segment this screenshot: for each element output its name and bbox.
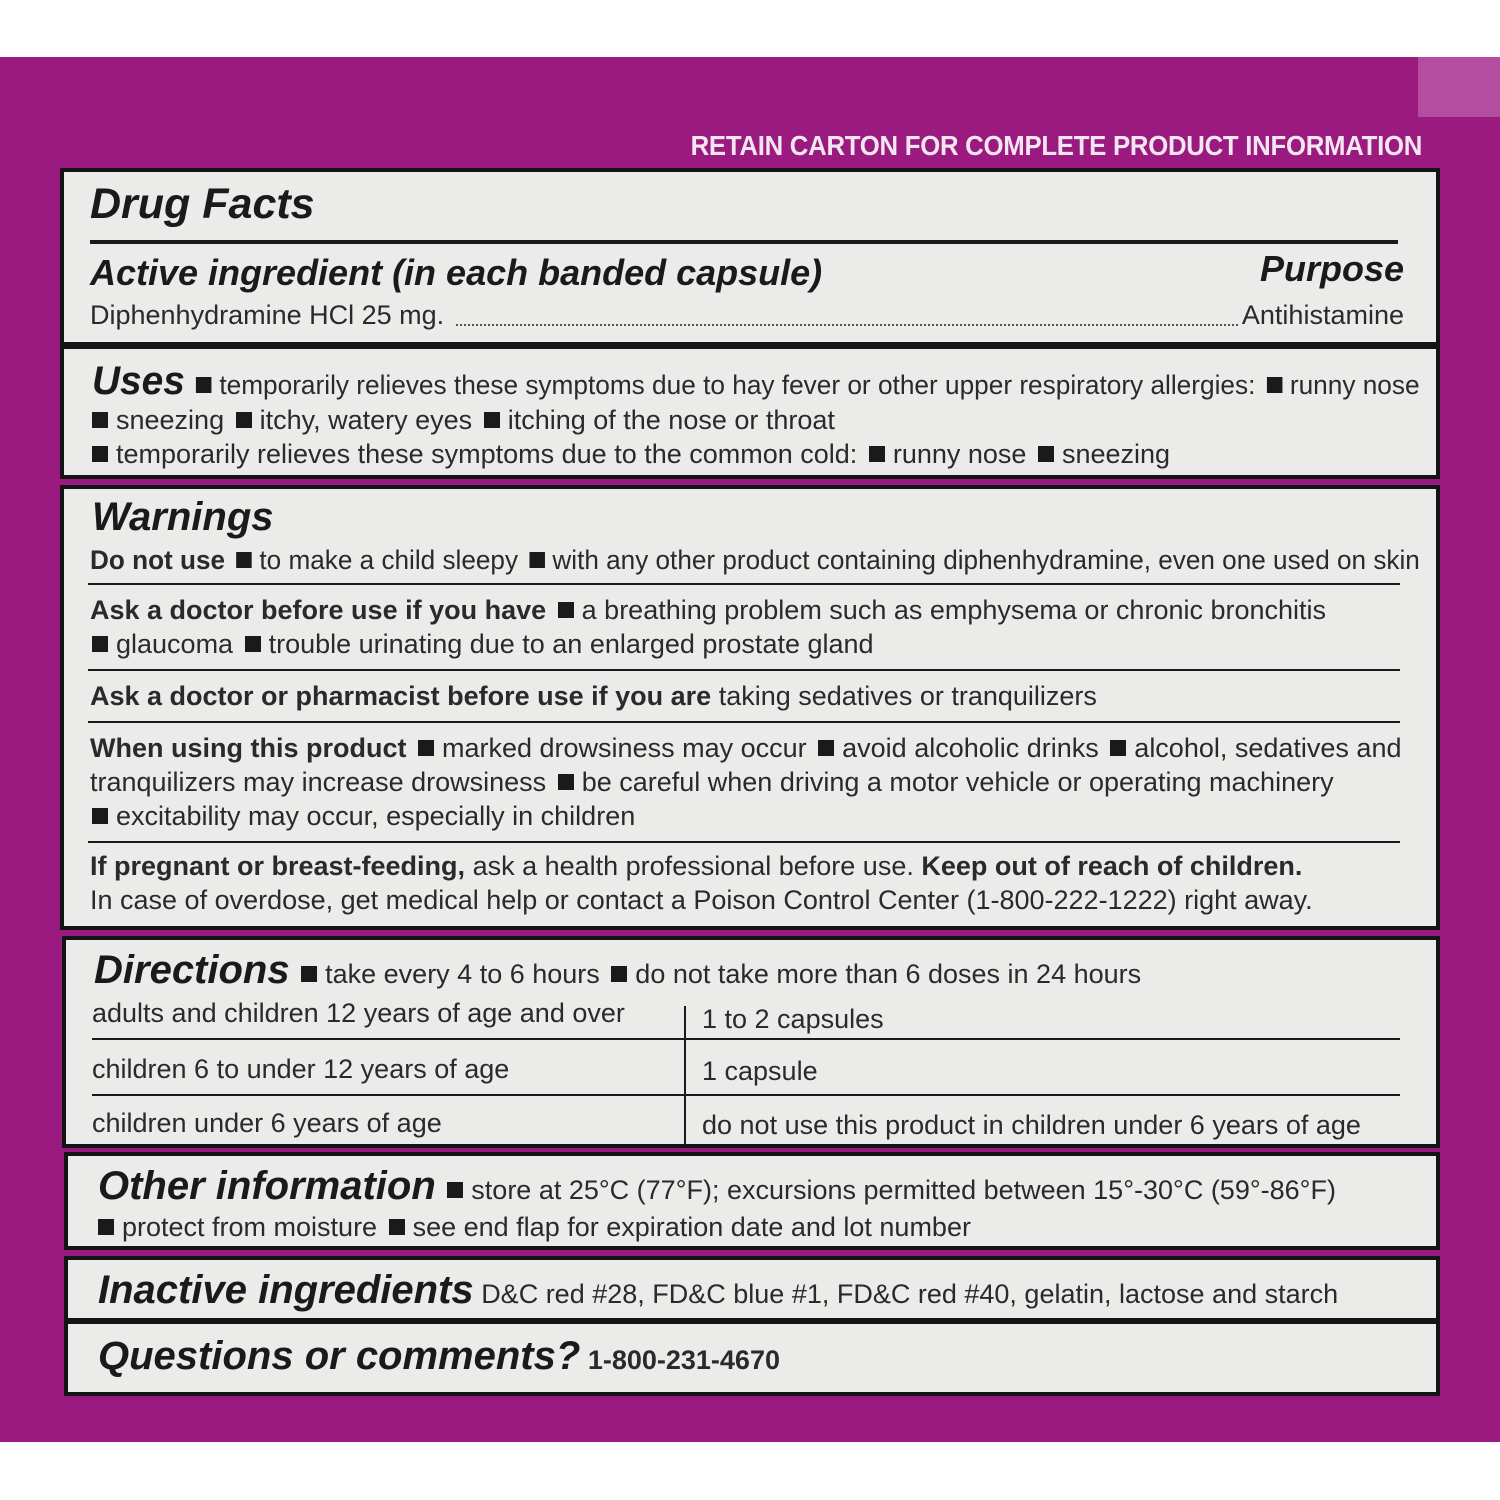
uses-item: runny nose: [1289, 370, 1420, 400]
bullet-icon: [245, 636, 261, 652]
uses-line-2: [88, 405, 835, 436]
warning-item: with any other product containing diphenhydramine, even one used on skin: [552, 545, 1420, 575]
bullet-icon: [611, 966, 627, 982]
active-ingredient-heading: Active ingredient (in each banded capsule): [90, 252, 823, 293]
title-divider: [90, 240, 1398, 244]
keep-out-warning: Keep out of reach of children.: [921, 851, 1303, 881]
bullet-icon: [1267, 377, 1283, 393]
bullet-icon: [529, 552, 544, 568]
direction-item: do not take more than 6 doses in 24 hours: [635, 959, 1142, 989]
bullet-icon: [869, 446, 885, 462]
bullet-icon: [558, 602, 574, 618]
inactive-list: D&C red #28, FD&C blue #1, FD&C red #40, gelatin, lactose and starch: [481, 1279, 1339, 1309]
bullet-icon: [236, 552, 251, 568]
ask-doctor-line-2: [88, 629, 874, 660]
directions-panel: [62, 936, 1440, 1148]
pregnant-line: [90, 851, 1302, 882]
uses-heading: Uses: [92, 359, 185, 403]
warning-item: tranquilizers may increase drowsiness: [90, 767, 547, 797]
warning-divider: [88, 721, 1400, 723]
uses-item: itchy, watery eyes: [259, 405, 473, 435]
bullet-icon: [92, 412, 108, 428]
bullet-icon: [558, 774, 574, 790]
bullet-icon: [484, 412, 500, 428]
bullet-icon: [1038, 446, 1054, 462]
warning-item: trouble urinating due to an enlarged prostate gland: [268, 629, 874, 659]
warning-item: a breathing problem such as emphysema or chronic bronchitis: [581, 595, 1327, 625]
bullet-icon: [447, 1182, 463, 1198]
dosage-amount: 1 capsule: [702, 1056, 818, 1086]
overdose-line: In case of overdose, get medical help or contact a Poison Control Center (1-800-222-1222) right away.: [90, 885, 1313, 915]
uses-line-1: [92, 359, 1420, 404]
dosage-age: children 6 to under 12 years of age: [92, 1054, 510, 1084]
dosage-age: adults and children 12 years of age and over: [92, 998, 625, 1028]
questions-phone: 1-800-231-4670: [587, 1345, 780, 1375]
do-not-use-label: Do not use: [90, 545, 226, 575]
questions-heading: Questions or comments?: [98, 1334, 581, 1378]
warning-item: avoid alcoholic drinks: [842, 733, 1099, 763]
uses-item: sneezing: [1061, 439, 1171, 469]
other-info-item: see end flap for expiration date and lot number: [412, 1212, 971, 1242]
other-information-panel: [64, 1152, 1440, 1250]
other-info-item: protect from moisture: [122, 1212, 378, 1242]
uses-panel: [60, 345, 1440, 479]
uses-line-3: [88, 439, 1170, 470]
ingredient-name: Diphenhydramine HCl 25 mg.: [90, 300, 445, 330]
ingredient-purpose: Antihistamine: [1241, 300, 1404, 330]
retain-carton-banner: RETAIN CARTON FOR COMPLETE PRODUCT INFORMATION: [690, 130, 1422, 161]
table-row-divider: [92, 1038, 1400, 1040]
dosage-amount: 1 to 2 capsules: [702, 1004, 884, 1034]
do-not-use-line: [90, 545, 1420, 576]
when-using-line-1: [90, 733, 1401, 764]
bullet-icon: [92, 636, 108, 652]
ask-doctor-line: [90, 595, 1326, 626]
warning-item: ask a health professional before use.: [472, 851, 914, 881]
questions-panel: [64, 1320, 1440, 1396]
table-row-divider: [92, 1094, 1400, 1096]
bullet-icon: [418, 740, 434, 756]
bullet-icon: [301, 966, 317, 982]
bullet-icon: [1110, 740, 1126, 756]
warning-item: glaucoma: [116, 629, 234, 659]
questions-line: [98, 1334, 780, 1379]
when-using-line-2: [90, 767, 1334, 798]
uses-item: runny nose: [892, 439, 1027, 469]
table-column-divider: [684, 1006, 686, 1146]
direction-item: take every 4 to 6 hours: [325, 959, 600, 989]
bullet-icon: [389, 1219, 405, 1235]
warning-divider: [88, 841, 1400, 843]
uses-item: sneezing: [116, 405, 225, 435]
ask-pharmacist-line: [90, 681, 1097, 712]
active-ingredient-panel: [60, 168, 1440, 346]
warning-item: alcohol, sedatives and: [1134, 733, 1402, 763]
warning-divider: [88, 669, 1400, 671]
ask-pharmacist-label: Ask a doctor or pharmacist before use if you are: [90, 681, 712, 711]
directions-line: [94, 948, 1141, 993]
warning-item: excitability may occur, especially in children: [116, 801, 636, 831]
dot-leader: [456, 324, 1238, 326]
uses-item: temporarily relieves these symptoms due to the common cold:: [116, 439, 858, 469]
carton-flap-edge: [1418, 57, 1500, 117]
bullet-icon: [92, 808, 108, 824]
other-info-line-2: [94, 1212, 971, 1243]
warning-item: be careful when driving a motor vehicle or operating machinery: [581, 767, 1334, 797]
uses-item: itching of the nose or throat: [507, 405, 835, 435]
drug-facts-title: Drug Facts: [90, 180, 315, 228]
bullet-icon: [196, 377, 212, 393]
warning-item: to make a child sleepy: [259, 545, 519, 575]
bullet-icon: [98, 1219, 114, 1235]
bullet-icon: [92, 446, 108, 462]
bullet-icon: [818, 740, 834, 756]
purpose-heading: Purpose: [1259, 248, 1404, 289]
warning-divider: [88, 583, 1400, 585]
other-info-item: store at 25°C (77°F); excursions permitted between 15°-30°C (59°-86°F): [471, 1175, 1336, 1205]
dosage-age: children under 6 years of age: [92, 1108, 442, 1138]
inactive-line: [98, 1268, 1338, 1313]
warnings-panel: [60, 485, 1440, 930]
warnings-heading: Warnings: [92, 495, 274, 539]
dosage-amount: do not use this product in children under 6 years of age: [702, 1110, 1361, 1140]
ask-doctor-label: Ask a doctor before use if you have: [90, 595, 547, 625]
inactive-ingredients-panel: [64, 1256, 1440, 1322]
bullet-icon: [236, 412, 252, 428]
directions-heading: Directions: [94, 948, 290, 992]
uses-item: temporarily relieves these symptoms due to hay fever or other upper respiratory allergies:: [219, 370, 1256, 400]
when-using-label: When using this product: [90, 733, 407, 763]
inactive-heading: Inactive ingredients: [98, 1268, 474, 1312]
warning-item: taking sedatives or tranquilizers: [718, 681, 1097, 711]
pregnant-label: If pregnant or breast-feeding,: [90, 851, 466, 881]
other-info-heading: Other information: [98, 1164, 436, 1208]
other-info-line-1: [98, 1164, 1336, 1209]
when-using-line-3: [88, 801, 635, 832]
warning-item: marked drowsiness may occur: [442, 733, 807, 763]
